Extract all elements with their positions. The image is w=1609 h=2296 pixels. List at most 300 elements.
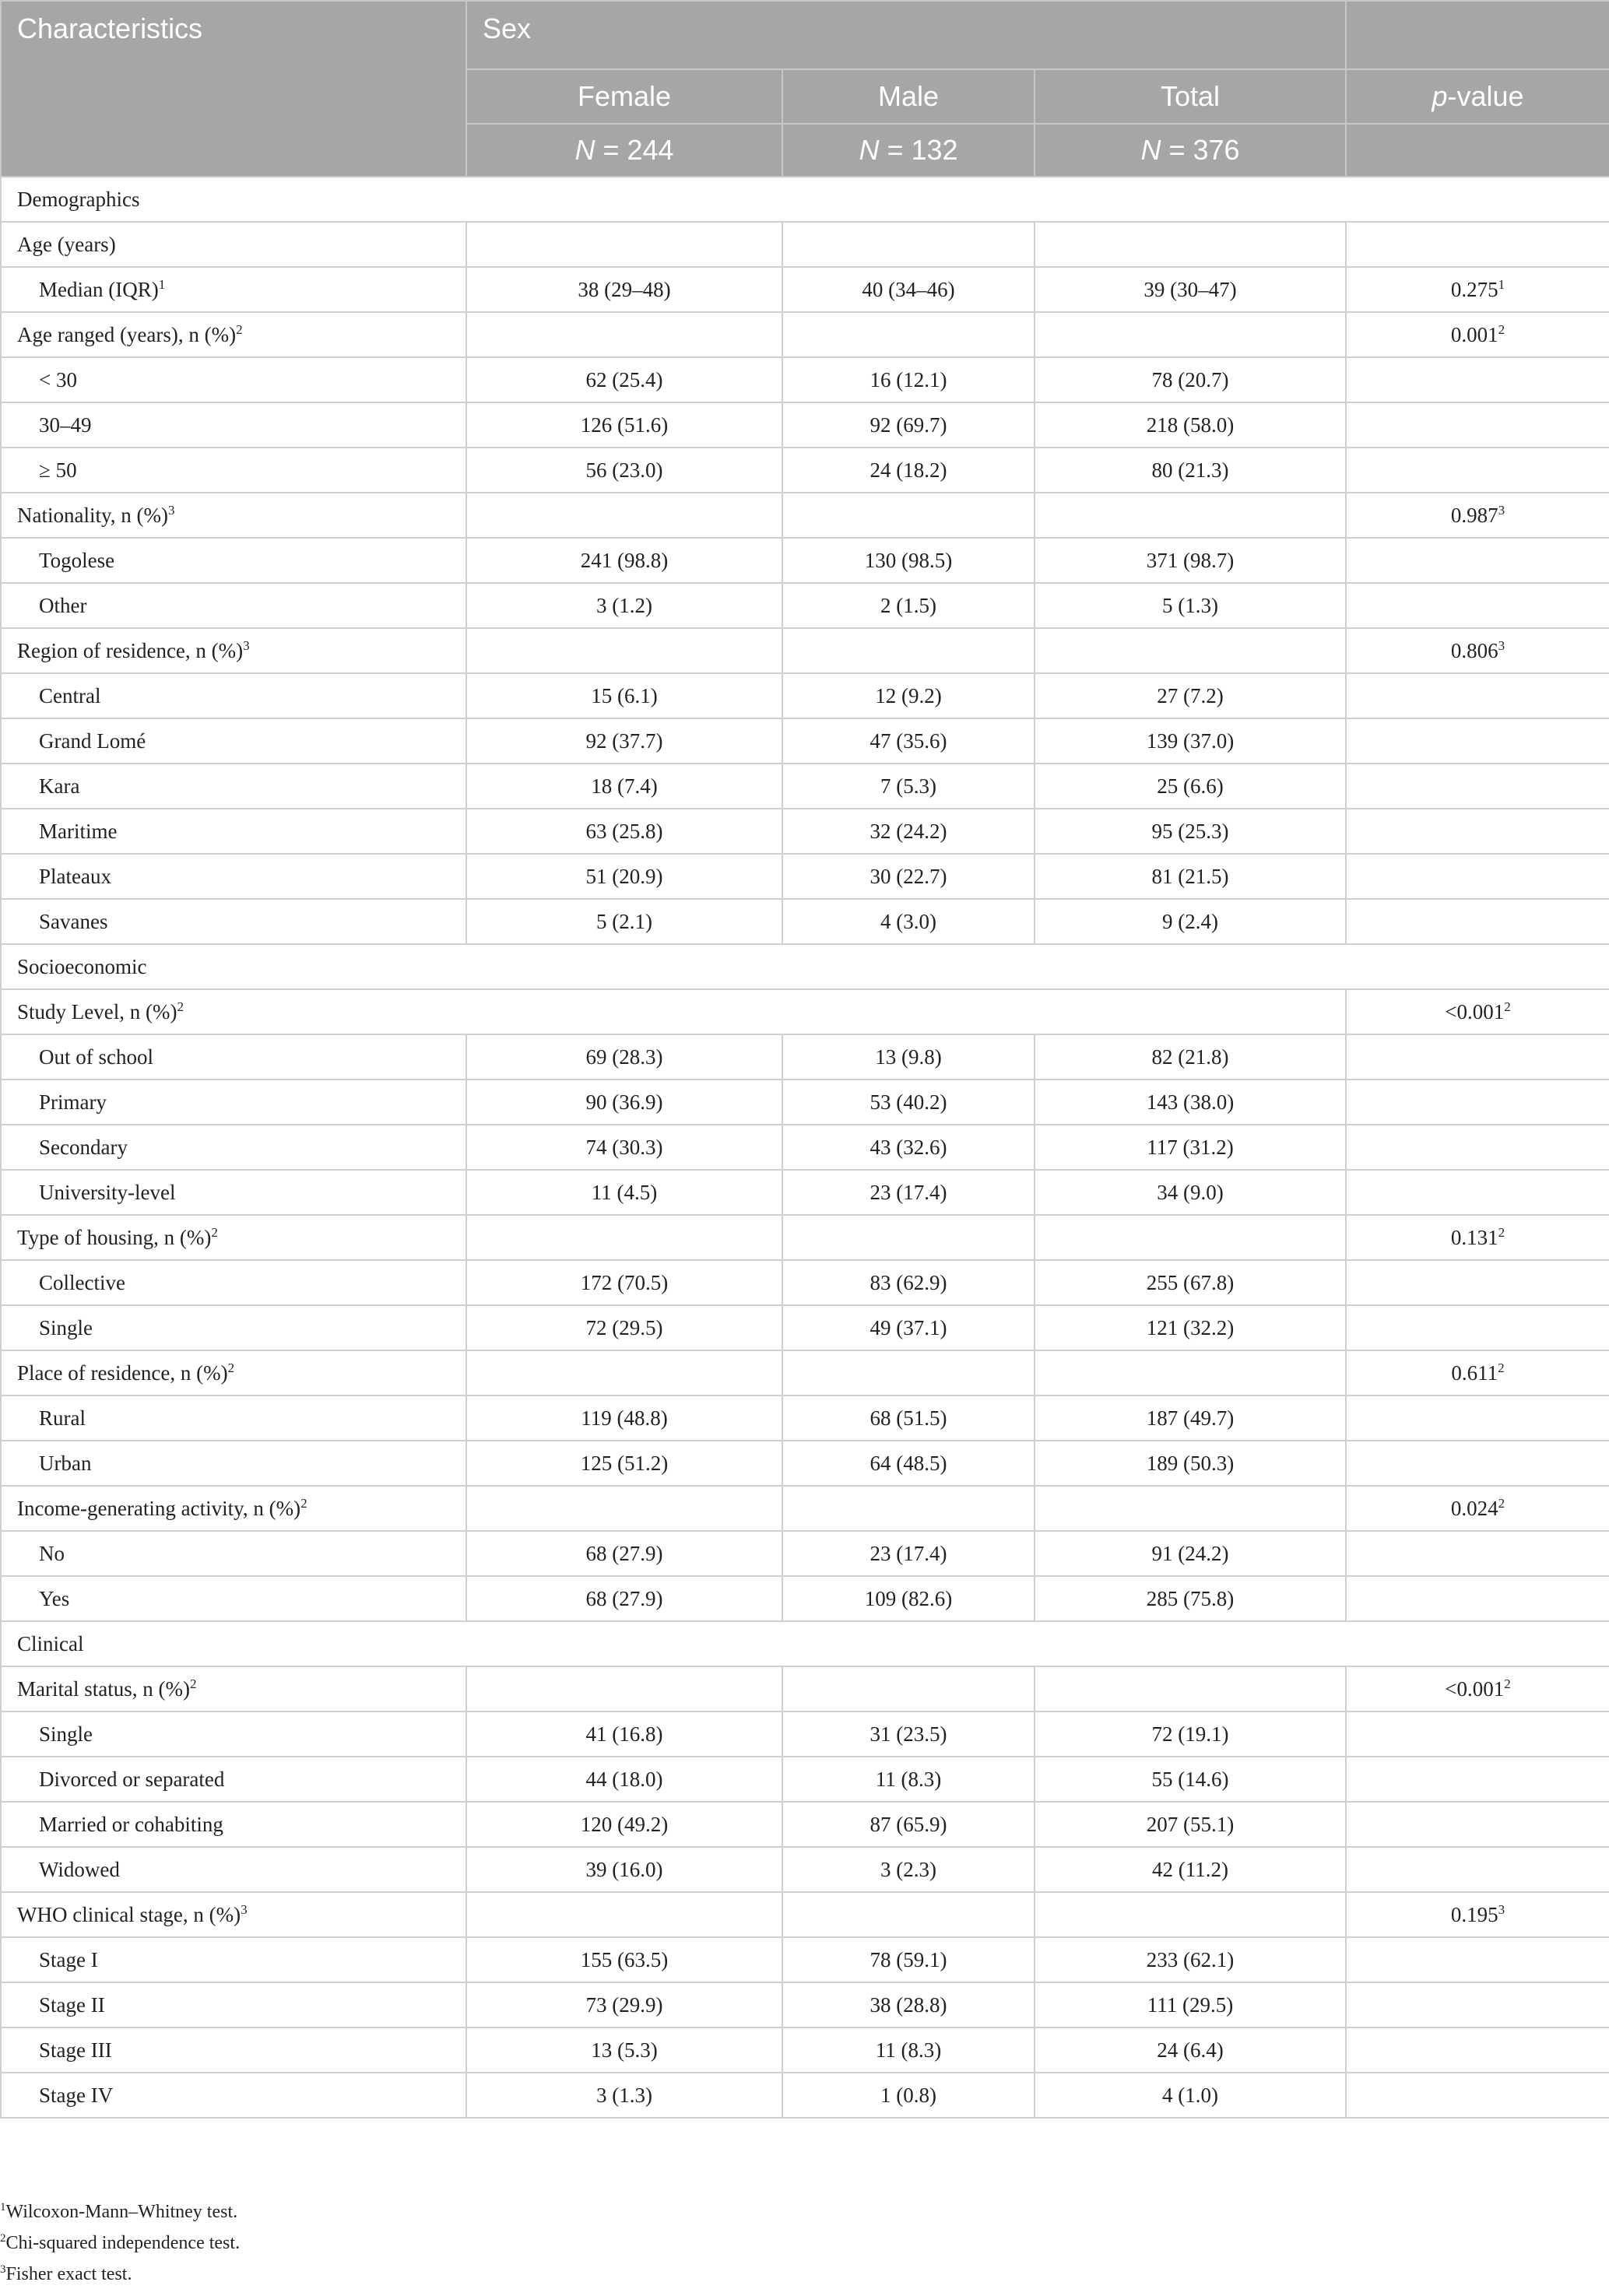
section-heading-text: Socioeconomic — [17, 954, 147, 978]
footnote-marker: 3 — [1498, 1901, 1505, 1917]
variable-label-text: Income-generating activity, n (%) — [17, 1496, 301, 1520]
p-value-cell — [1346, 583, 1609, 628]
male-cell — [782, 1080, 1035, 1125]
female-cell — [466, 1396, 782, 1441]
male-cell-text: 49 (37.1) — [869, 1315, 947, 1339]
total-cell-text: 285 (75.8) — [1146, 1586, 1235, 1610]
footnote-marker: 2 — [1498, 1360, 1505, 1375]
header-male: Male — [782, 69, 1035, 124]
total-cell — [1035, 2073, 1346, 2118]
variable-label — [1, 1666, 466, 1711]
male-cell-text: 2 (1.5) — [880, 593, 936, 617]
category-label-text: Grand Lomé — [39, 728, 146, 753]
male-cell — [782, 357, 1035, 402]
category-label — [1, 1305, 466, 1350]
footnote-marker: 1 — [158, 276, 166, 292]
p-value-cell — [1346, 1441, 1609, 1486]
male-cell — [782, 1125, 1035, 1170]
category-label-text: Collective — [39, 1270, 125, 1294]
category-label-text: Rural — [39, 1406, 86, 1430]
category-label — [1, 1396, 466, 1441]
total-cell-text: 117 (31.2) — [1147, 1135, 1234, 1159]
female-cell — [466, 357, 782, 402]
category-label — [1, 718, 466, 764]
table-row — [1, 718, 1609, 764]
section-heading-text: Demographics — [17, 187, 140, 211]
category-label-text: Maritime — [39, 819, 118, 843]
category-label — [1, 1260, 466, 1305]
p-value-cell — [1346, 718, 1609, 764]
footnote-marker: 2 — [211, 1224, 218, 1240]
female-cell — [466, 2027, 782, 2073]
p-value-cell — [1346, 1576, 1609, 1621]
p-value-cell — [1346, 2073, 1609, 2118]
female-cell-text: 11 (4.5) — [591, 1180, 658, 1204]
category-label-text: Urban — [39, 1451, 92, 1475]
n-total-value: = 376 — [1161, 134, 1240, 166]
male-cell — [782, 854, 1035, 899]
total-cell — [1035, 1486, 1346, 1531]
female-cell — [466, 764, 782, 809]
table-row — [1, 1666, 1609, 1711]
male-cell-text: 130 (98.5) — [864, 548, 953, 572]
footnote-marker: 3 — [1498, 502, 1505, 518]
total-cell — [1035, 1125, 1346, 1170]
variable-label-text: Age ranged (years), n (%) — [17, 322, 237, 346]
header-n-female — [466, 124, 782, 177]
n-male-value: = 132 — [879, 134, 958, 166]
female-cell-text: 15 (6.1) — [591, 683, 658, 707]
p-value-cell — [1346, 448, 1609, 493]
total-cell-text: 78 (20.7) — [1151, 367, 1229, 391]
male-cell — [782, 448, 1035, 493]
table-row — [1, 1486, 1609, 1531]
male-cell — [782, 1666, 1035, 1711]
p-value-cell — [1346, 1125, 1609, 1170]
p-value-cell-text: 0.131 — [1450, 1225, 1498, 1249]
total-cell-text: 95 (25.3) — [1151, 819, 1229, 843]
male-cell-text: 78 (59.1) — [869, 1947, 947, 1971]
female-cell-text: 120 (49.2) — [580, 1812, 669, 1836]
category-label — [1, 1847, 466, 1892]
footnote-marker: 3 — [241, 1901, 248, 1917]
female-cell-text: 38 (29–48) — [578, 277, 671, 301]
male-cell — [782, 1711, 1035, 1757]
table-row — [1, 1711, 1609, 1757]
female-cell — [466, 402, 782, 448]
category-label — [1, 402, 466, 448]
total-cell-text: 187 (49.7) — [1146, 1406, 1235, 1430]
p-value-cell — [1346, 538, 1609, 583]
total-cell — [1035, 809, 1346, 854]
female-cell — [466, 1666, 782, 1711]
footnote-marker: 3 — [0, 2263, 6, 2276]
male-cell — [782, 1305, 1035, 1350]
female-cell — [466, 312, 782, 357]
total-cell — [1035, 673, 1346, 718]
total-cell-text: 42 (11.2) — [1152, 1857, 1228, 1881]
table-row — [1, 493, 1609, 538]
total-cell-text: 189 (50.3) — [1146, 1451, 1235, 1475]
p-value-cell — [1346, 1982, 1609, 2027]
total-cell-text: 371 (98.7) — [1146, 548, 1235, 572]
female-cell — [466, 1982, 782, 2027]
female-cell — [466, 1170, 782, 1215]
table-row — [1, 1080, 1609, 1125]
category-label-text: Stage III — [39, 2038, 112, 2062]
category-label-text: 30–49 — [39, 413, 92, 437]
category-label-text: Married or cohabiting — [39, 1812, 223, 1836]
category-label-text: Other — [39, 593, 87, 617]
footnote-marker: 2 — [236, 321, 243, 337]
female-cell-text: 241 (98.8) — [580, 548, 669, 572]
p-value-cell — [1346, 1486, 1609, 1531]
category-label — [1, 1080, 466, 1125]
table-row — [1, 1305, 1609, 1350]
female-cell-text: 56 (23.0) — [585, 458, 663, 482]
female-cell-text: 41 (16.8) — [585, 1722, 663, 1746]
table-row — [1, 628, 1609, 673]
category-label-text: Out of school — [39, 1044, 153, 1069]
male-cell-text: 12 (9.2) — [875, 683, 942, 707]
total-cell-text: 143 (38.0) — [1146, 1090, 1235, 1114]
female-cell-text: 44 (18.0) — [585, 1767, 663, 1791]
p-value-cell — [1346, 1666, 1609, 1711]
male-cell — [782, 1937, 1035, 1982]
header-pvalue-rest: -value — [1447, 80, 1524, 112]
footnote-marker: 1 — [0, 2201, 6, 2213]
p-value-cell-text: 0.024 — [1450, 1496, 1498, 1520]
table-row — [1, 854, 1609, 899]
p-value-cell — [1346, 1937, 1609, 1982]
total-cell — [1035, 2027, 1346, 2073]
n-female-value: = 244 — [595, 134, 674, 166]
total-cell-text: 39 (30–47) — [1144, 277, 1237, 301]
footnote-marker: 2 — [177, 999, 184, 1014]
male-cell — [782, 1034, 1035, 1080]
category-label — [1, 267, 466, 312]
total-cell — [1035, 718, 1346, 764]
category-label-text: Plateaux — [39, 864, 111, 888]
footnote-text: Fisher exact test. — [5, 2264, 132, 2284]
footnote-marker: 2 — [0, 2232, 6, 2245]
p-value-cell — [1346, 1260, 1609, 1305]
male-cell-text: 47 (35.6) — [869, 728, 947, 753]
table-row — [1, 764, 1609, 809]
p-value-cell — [1346, 1034, 1609, 1080]
category-label — [1, 1170, 466, 1215]
header-sex: Sex — [466, 1, 1346, 69]
male-cell-text: 13 (9.8) — [875, 1044, 942, 1069]
p-value-cell — [1346, 267, 1609, 312]
male-cell — [782, 1170, 1035, 1215]
total-cell — [1035, 1170, 1346, 1215]
male-cell — [782, 1396, 1035, 1441]
female-cell-text: 63 (25.8) — [585, 819, 663, 843]
variable-label-text: Age (years) — [17, 232, 116, 256]
variable-label-text: WHO clinical stage, n (%) — [17, 1902, 241, 1926]
female-cell — [466, 222, 782, 267]
p-value-cell — [1346, 989, 1609, 1034]
table-row — [1, 538, 1609, 583]
total-cell-text: 9 (2.4) — [1162, 909, 1218, 933]
footnote — [0, 2259, 240, 2290]
female-cell — [466, 673, 782, 718]
male-cell-text: 3 (2.3) — [880, 1857, 936, 1881]
table-row — [1, 1170, 1609, 1215]
male-cell — [782, 1892, 1035, 1937]
table-row — [1, 1621, 1609, 1666]
category-label-text: Primary — [39, 1090, 107, 1114]
footnote-text: Wilcoxon-Mann–Whitney test. — [5, 2202, 238, 2222]
total-cell — [1035, 222, 1346, 267]
female-cell — [466, 1531, 782, 1576]
total-cell — [1035, 1260, 1346, 1305]
table-row — [1, 222, 1609, 267]
total-cell-text: 218 (58.0) — [1146, 413, 1235, 437]
total-cell — [1035, 1396, 1346, 1441]
male-cell — [782, 2027, 1035, 2073]
footnote-text: Chi-squared independence test. — [5, 2233, 241, 2253]
male-cell — [782, 1486, 1035, 1531]
table-row — [1, 1215, 1609, 1260]
table-row — [1, 357, 1609, 402]
table-row — [1, 267, 1609, 312]
p-value-cell — [1346, 357, 1609, 402]
category-label — [1, 2027, 466, 2073]
category-label — [1, 854, 466, 899]
total-cell — [1035, 493, 1346, 538]
category-label — [1, 1125, 466, 1170]
variable-label — [1, 1892, 466, 1937]
female-cell — [466, 1576, 782, 1621]
p-value-cell — [1346, 854, 1609, 899]
total-cell — [1035, 1982, 1346, 2027]
category-label-text: Stage I — [39, 1947, 98, 1971]
category-label-text: University-level — [39, 1180, 176, 1204]
n-symbol: N — [574, 134, 595, 166]
female-cell-text: 72 (29.5) — [585, 1315, 663, 1339]
female-cell-text: 68 (27.9) — [585, 1586, 663, 1610]
variable-label — [1, 493, 466, 538]
total-cell — [1035, 267, 1346, 312]
male-cell — [782, 1802, 1035, 1847]
footnote-marker: 3 — [1498, 637, 1505, 653]
variable-label — [1, 628, 466, 673]
p-value-cell — [1346, 1350, 1609, 1396]
p-value-cell — [1346, 1170, 1609, 1215]
female-cell — [466, 1215, 782, 1260]
male-cell-text: 53 (40.2) — [869, 1090, 947, 1114]
male-cell-text: 23 (17.4) — [869, 1180, 947, 1204]
p-value-cell — [1346, 493, 1609, 538]
header-n-total — [1035, 124, 1346, 177]
female-cell-text: 92 (37.7) — [585, 728, 663, 753]
male-cell — [782, 628, 1035, 673]
p-value-cell — [1346, 1531, 1609, 1576]
female-cell — [466, 1125, 782, 1170]
category-label-text: Single — [39, 1315, 93, 1339]
category-label — [1, 764, 466, 809]
table-row — [1, 312, 1609, 357]
total-cell — [1035, 1350, 1346, 1396]
female-cell — [466, 1937, 782, 1982]
total-cell-text: 34 (9.0) — [1157, 1180, 1224, 1204]
total-cell-text: 5 (1.3) — [1162, 593, 1218, 617]
section-heading — [1, 177, 1609, 222]
category-label — [1, 899, 466, 944]
variable-label — [1, 222, 466, 267]
female-cell — [466, 1711, 782, 1757]
female-cell — [466, 538, 782, 583]
p-value-cell — [1346, 222, 1609, 267]
category-label — [1, 448, 466, 493]
male-cell — [782, 402, 1035, 448]
category-label — [1, 673, 466, 718]
female-cell — [466, 718, 782, 764]
male-cell — [782, 583, 1035, 628]
female-cell — [466, 583, 782, 628]
male-cell-text: 92 (69.7) — [869, 413, 947, 437]
female-cell-text: 5 (2.1) — [596, 909, 652, 933]
p-value-cell — [1346, 312, 1609, 357]
female-cell — [466, 854, 782, 899]
table-row — [1, 1396, 1609, 1441]
p-value-cell — [1346, 628, 1609, 673]
variable-label — [1, 989, 1346, 1034]
footnote-marker: 1 — [1498, 276, 1505, 292]
category-label-text: Widowed — [39, 1857, 120, 1881]
category-label-text: No — [39, 1541, 65, 1565]
p-value-cell-text: 0.001 — [1450, 322, 1498, 346]
table-row — [1, 1757, 1609, 1802]
total-cell — [1035, 1531, 1346, 1576]
p-value-cell-text: 0.806 — [1450, 638, 1498, 662]
section-heading-text: Clinical — [17, 1631, 84, 1655]
p-value-cell — [1346, 1802, 1609, 1847]
total-cell-text: 55 (14.6) — [1151, 1767, 1229, 1791]
total-cell-text: 121 (32.2) — [1146, 1315, 1235, 1339]
category-label — [1, 583, 466, 628]
footnote-marker: 2 — [227, 1360, 235, 1375]
total-cell-text: 80 (21.3) — [1151, 458, 1229, 482]
category-label — [1, 1034, 466, 1080]
total-cell-text: 207 (55.1) — [1146, 1812, 1235, 1836]
variable-label-text: Study Level, n (%) — [17, 999, 177, 1023]
category-label — [1, 1531, 466, 1576]
male-cell — [782, 1260, 1035, 1305]
variable-label-text: Nationality, n (%) — [17, 503, 168, 527]
section-heading — [1, 944, 1609, 989]
total-cell — [1035, 1576, 1346, 1621]
male-cell — [782, 1982, 1035, 2027]
total-cell — [1035, 402, 1346, 448]
male-cell-text: 64 (48.5) — [869, 1451, 947, 1475]
female-cell — [466, 1080, 782, 1125]
male-cell — [782, 1757, 1035, 1802]
table-row — [1, 1260, 1609, 1305]
footnote-marker: 2 — [1498, 1224, 1505, 1240]
total-cell — [1035, 1215, 1346, 1260]
footnote — [0, 2196, 240, 2228]
female-cell — [466, 1441, 782, 1486]
male-cell — [782, 267, 1035, 312]
female-cell — [466, 1486, 782, 1531]
total-cell-text: 72 (19.1) — [1151, 1722, 1229, 1746]
male-cell-text: 1 (0.8) — [880, 2083, 936, 2107]
category-label — [1, 1441, 466, 1486]
category-label — [1, 1937, 466, 1982]
table-row — [1, 1531, 1609, 1576]
male-cell-text: 11 (8.3) — [875, 1767, 942, 1791]
female-cell-text: 90 (36.9) — [585, 1090, 663, 1114]
table-header — [1, 1, 1609, 177]
footnote-marker: 3 — [243, 637, 250, 653]
female-cell — [466, 1034, 782, 1080]
category-label-text: Stage IV — [39, 2083, 114, 2107]
male-cell-text: 83 (62.9) — [869, 1270, 947, 1294]
female-cell-text: 3 (1.3) — [596, 2083, 652, 2107]
p-value-cell — [1346, 899, 1609, 944]
total-cell — [1035, 312, 1346, 357]
p-value-cell — [1346, 402, 1609, 448]
n-symbol: N — [1140, 134, 1161, 166]
female-cell — [466, 1260, 782, 1305]
female-cell — [466, 1892, 782, 1937]
total-cell-text: 111 (29.5) — [1147, 1992, 1234, 2017]
variable-label — [1, 1486, 466, 1531]
variable-label-text: Marital status, n (%) — [17, 1676, 190, 1701]
table-row — [1, 989, 1609, 1034]
female-cell — [466, 1305, 782, 1350]
footnote-marker: 2 — [1504, 1676, 1511, 1691]
category-label — [1, 1757, 466, 1802]
total-cell-text: 91 (24.2) — [1151, 1541, 1229, 1565]
male-cell — [782, 538, 1035, 583]
table-row — [1, 1441, 1609, 1486]
table-row — [1, 809, 1609, 854]
total-cell — [1035, 764, 1346, 809]
female-cell-text: 39 (16.0) — [585, 1857, 663, 1881]
male-cell — [782, 899, 1035, 944]
category-label-text: Divorced or separated — [39, 1767, 225, 1791]
female-cell-text: 69 (28.3) — [585, 1044, 663, 1069]
male-cell-text: 24 (18.2) — [869, 458, 947, 482]
table-row — [1, 2073, 1609, 2118]
female-cell — [466, 1847, 782, 1892]
total-cell-text: 27 (7.2) — [1157, 683, 1224, 707]
table-row — [1, 1937, 1609, 1982]
header-n-male — [782, 124, 1035, 177]
female-cell-text: 125 (51.2) — [580, 1451, 669, 1475]
p-value-cell — [1346, 1711, 1609, 1757]
total-cell-text: 82 (21.8) — [1151, 1044, 1229, 1069]
total-cell — [1035, 448, 1346, 493]
male-cell-text: 7 (5.3) — [880, 774, 936, 798]
male-cell-text: 40 (34–46) — [862, 277, 955, 301]
table-row — [1, 1802, 1609, 1847]
table-row — [1, 177, 1609, 222]
female-cell-text: 119 (48.8) — [581, 1406, 668, 1430]
p-value-cell — [1346, 764, 1609, 809]
male-cell — [782, 764, 1035, 809]
male-cell-text: 16 (12.1) — [869, 367, 947, 391]
variable-label — [1, 312, 466, 357]
header-characteristics: Characteristics — [1, 1, 466, 177]
table-row — [1, 944, 1609, 989]
female-cell-text: 172 (70.5) — [580, 1270, 669, 1294]
male-cell — [782, 493, 1035, 538]
